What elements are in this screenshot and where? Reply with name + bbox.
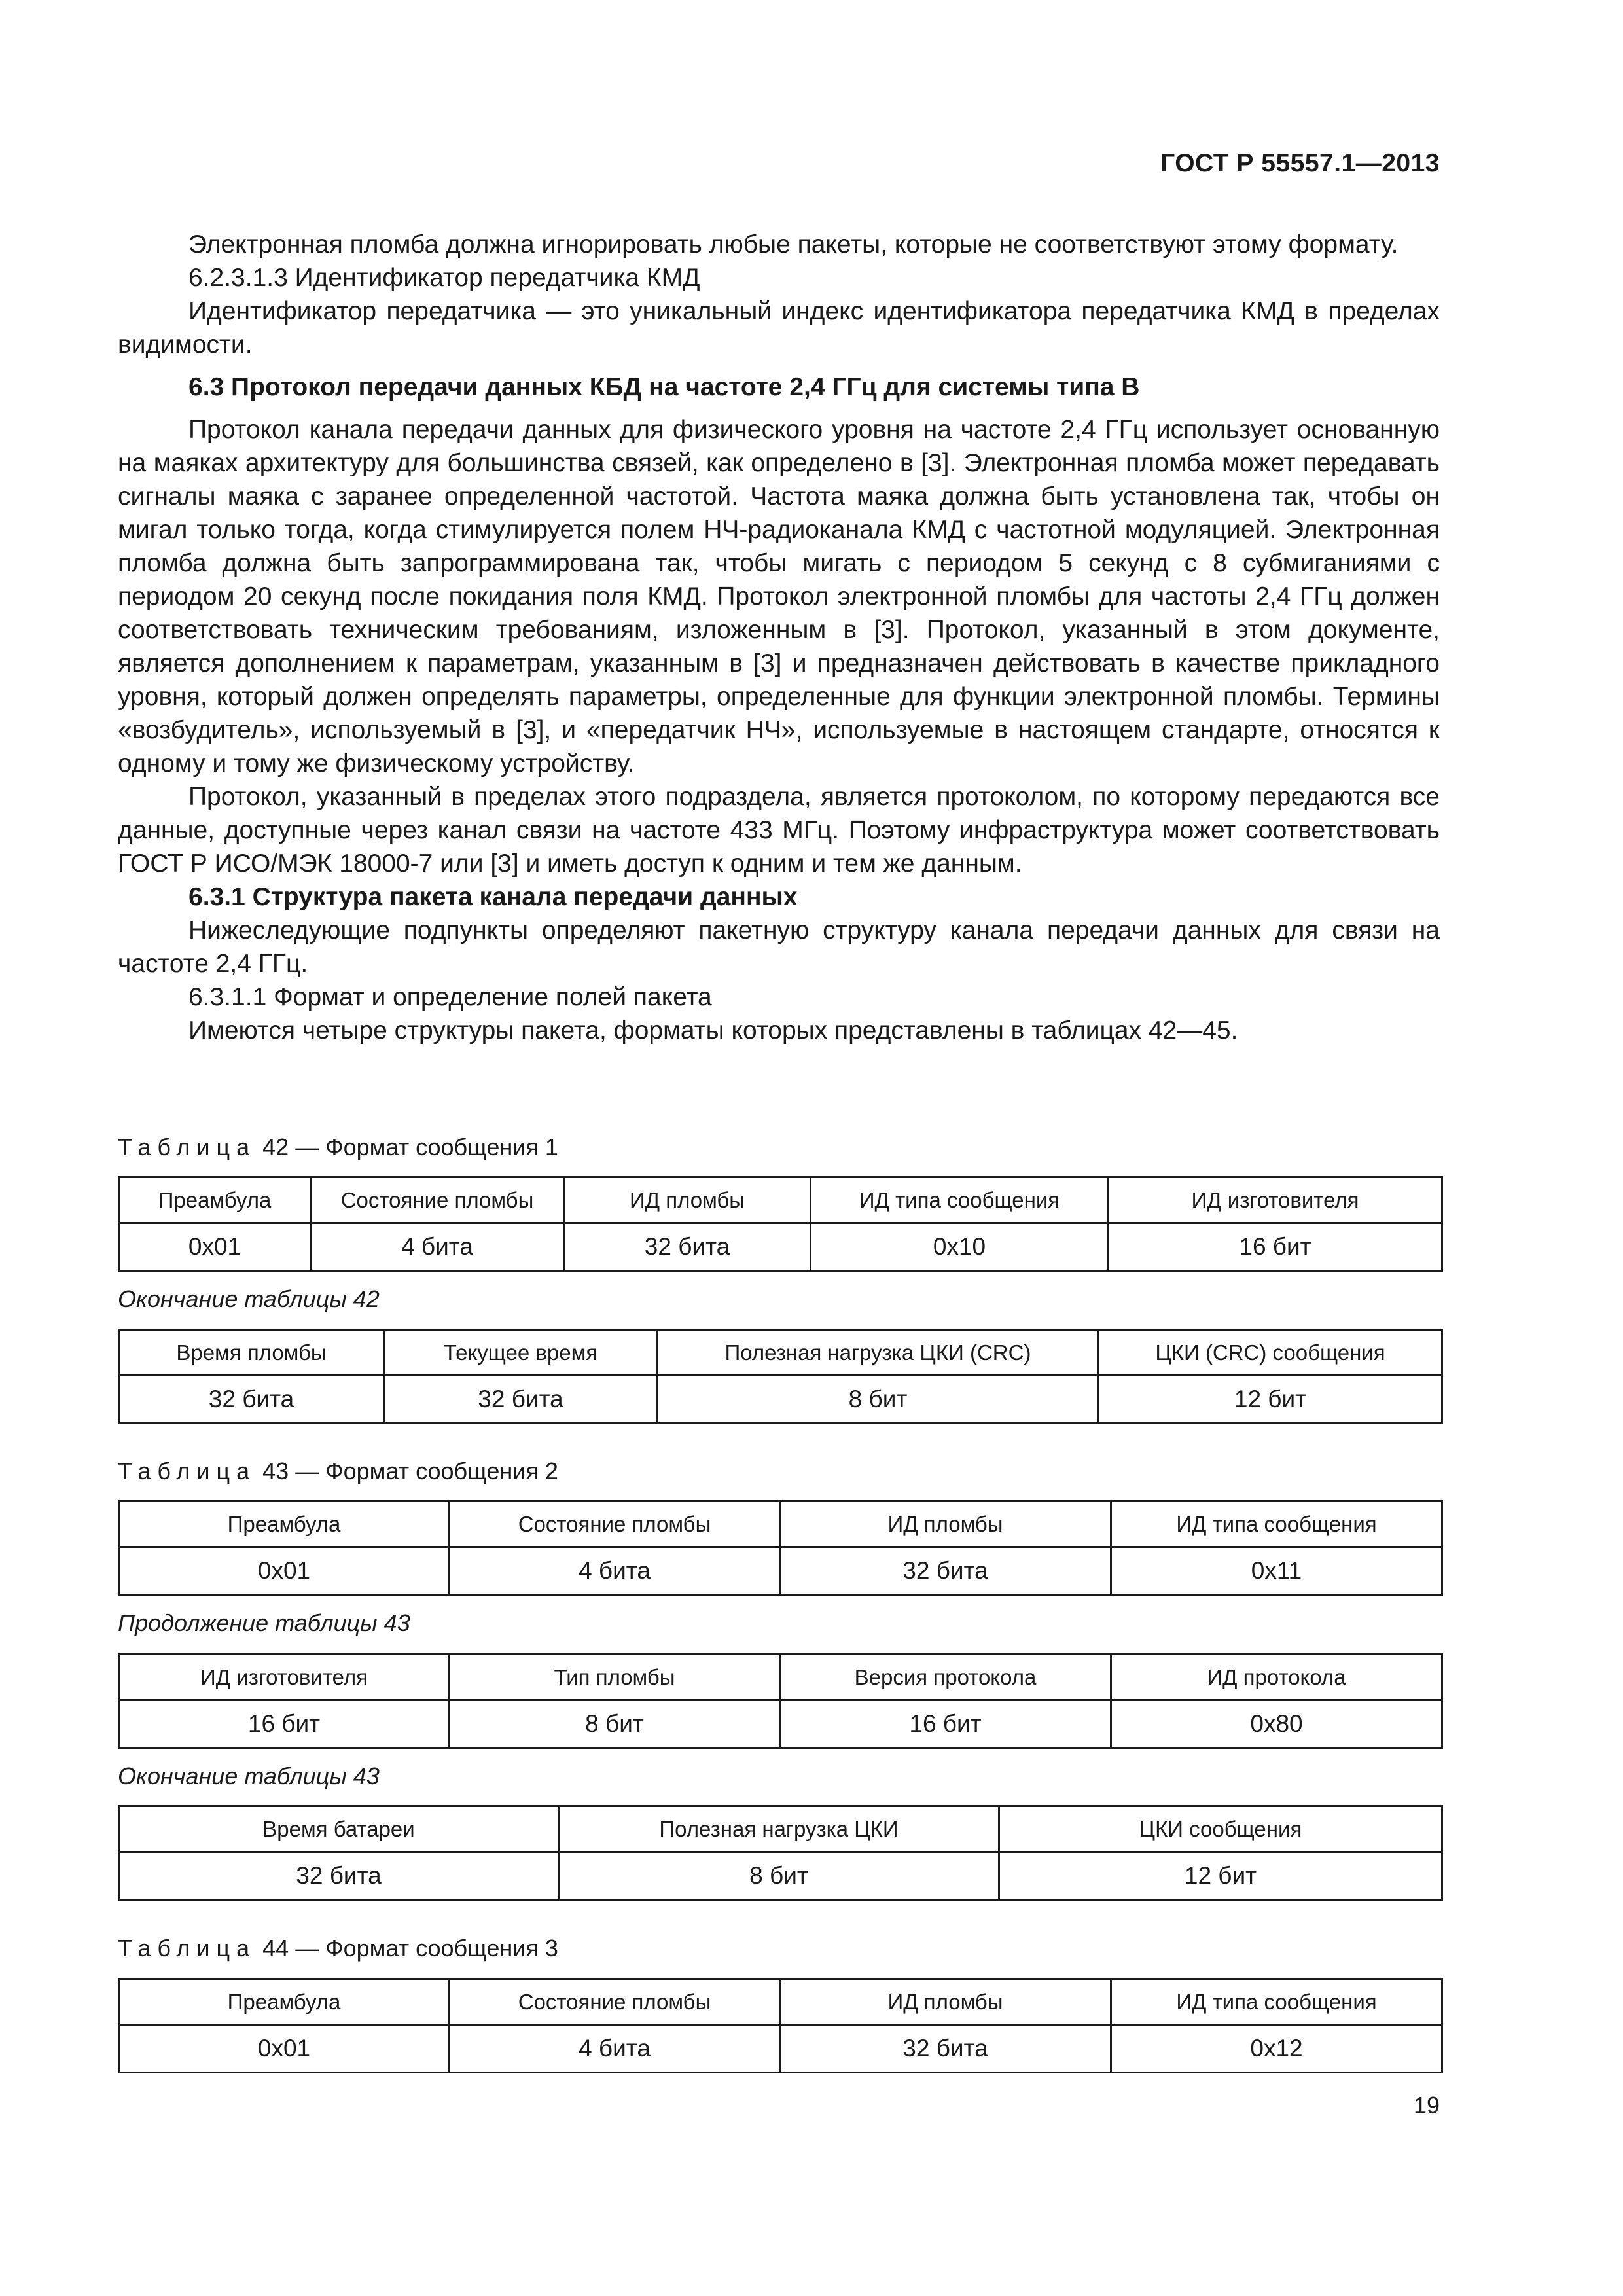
table-43-caption (118, 1457, 558, 1486)
table-value-cell: 12 бит (999, 1852, 1442, 1900)
subsection-6-2-3-1-3-title: 6.2.3.1.3 Идентификатор передатчика КМД (188, 264, 700, 292)
paragraph-ignore-packets: Электронная пломба должна игнорировать любые пакеты, которые не соответствуют этому формату. (188, 230, 1399, 259)
table-44-part-1-value-row (119, 2025, 1442, 2073)
table-header-cell: Время батареи (119, 1806, 559, 1852)
table-43-part-2-header-row (119, 1655, 1442, 1700)
table-value-cell: 32 бита (564, 1223, 811, 1271)
paragraph-protocol-2-4ghz: Протокол канала передачи данных для физического уровня на частоте 2,4 ГГц использует основанную на маяках архитектуру для большинства связей, как определено в [3]. Электронная пломба может передавать сигналы маяка с заранее определенной частотой. Частота маяка должна быть установлена так, чтобы он мигал только тогда, когда стимулируется полем НЧ-радиоканала КМД с частотной модуляцией. Электронная пломба должна быть запрограммирована так, чтобы мигать с периодом 5 секунд с 8 субмиганиями с периодом 20 секунд после покидания поля КМД. Протокол электронной пломбы для частоты 2,4 ГГц должен соответствовать техническим требованиям, изложенным в [3]. Протокол, указанный в этом документе, является дополнением к параметрам, указанным в [3] и предназначен действовать в качестве прикладного уровня, который должен определять параметры, определенные для функции электронной пломбы. Термины «возбудитель», используемый в [3], и «передатчик НЧ», используемые в настоящем стандарте, относятся к одному и тому же физическому устройству. (118, 416, 1440, 778)
table-header-cell: ИД пломбы (780, 1501, 1111, 1547)
table-value-cell: 0x01 (119, 1547, 450, 1595)
document-id-header: ГОСТ Р 55557.1—2013 (1160, 149, 1440, 177)
table-42-part-1-value-row (119, 1223, 1442, 1271)
table-43-end-caption: Окончание таблицы 43 (118, 1763, 380, 1789)
table-42-caption-word: Таблица (118, 1134, 257, 1160)
paragraph-protocol-433mhz: Протокол, указанный в пределах этого подраздела, является протоколом, по которому передаются все данные, доступные через канал связи на частоте 433 МГц. Поэтому инфраструктура может соответствовать ГОСТ Р ИСО/МЭК 18000-7 или [3] и иметь доступ к одним и тем же данным. (118, 783, 1440, 878)
table-header-cell: ИД пломбы (564, 1177, 811, 1223)
table-header-cell: Состояние пломбы (311, 1177, 564, 1223)
table-header-cell: ЦКИ (CRC) сообщения (1099, 1330, 1442, 1376)
table-42-part-2-value-row (119, 1376, 1442, 1424)
table-header-cell: ИД изготовителя (119, 1655, 450, 1700)
subsection-6-3-1-1-title: 6.3.1.1 Формат и определение полей пакета (188, 983, 712, 1011)
table-value-cell: 0x10 (811, 1223, 1109, 1271)
table-43-part-1 (118, 1500, 1443, 1596)
table-header-cell: Версия протокола (780, 1655, 1111, 1700)
table-42-part-1 (118, 1176, 1443, 1272)
table-header-cell: ИД изготовителя (1109, 1177, 1442, 1223)
body-text (118, 228, 1440, 1047)
table-43-continuation-caption: Продолжение таблицы 43 (118, 1609, 410, 1636)
table-header-cell: Тип пломбы (450, 1655, 780, 1700)
table-value-cell: 32 бита (119, 1852, 559, 1900)
table-43-part-3-header-row (119, 1806, 1442, 1852)
table-value-cell: 32 бита (780, 2025, 1111, 2073)
table-header-cell: ИД типа сообщения (1111, 1501, 1442, 1547)
table-header-cell: ЦКИ сообщения (999, 1806, 1442, 1852)
table-value-cell: 4 бита (311, 1223, 564, 1271)
table-value-cell: 0x12 (1111, 2025, 1442, 2073)
document-page (118, 0, 1440, 2296)
section-6-3-1-heading: 6.3.1 Структура пакета канала передачи данных (188, 883, 798, 911)
table-header-cell: Полезная нагрузка ЦКИ (CRC) (658, 1330, 1099, 1376)
table-header-cell: Время пломбы (119, 1330, 384, 1376)
table-43-part-3 (118, 1805, 1443, 1901)
table-44-caption-title: 44 — Формат сообщения 3 (256, 1935, 558, 1962)
table-value-cell: 4 бита (450, 2025, 780, 2073)
table-43-part-3-value-row (119, 1852, 1442, 1900)
table-header-cell: ИД протокола (1111, 1655, 1442, 1700)
table-44-part-1-header-row (119, 1979, 1442, 2025)
table-header-cell: Преамбула (119, 1501, 450, 1547)
table-value-cell: 16 бит (780, 1700, 1111, 1748)
table-header-cell: ИД типа сообщения (811, 1177, 1109, 1223)
table-43-part-1-header-row (119, 1501, 1442, 1547)
table-header-cell: Полезная нагрузка ЦКИ (559, 1806, 999, 1852)
table-value-cell: 16 бит (119, 1700, 450, 1748)
table-44-caption-word: Таблица (118, 1935, 257, 1962)
section-6-3-heading: 6.3 Протокол передачи данных КБД на частоте 2,4 ГГц для системы типа В (188, 373, 1140, 401)
table-header-cell: ИД типа сообщения (1111, 1979, 1442, 2025)
table-42-end-caption: Окончание таблицы 42 (118, 1285, 380, 1312)
table-value-cell: 0x80 (1111, 1700, 1442, 1748)
table-value-cell: 16 бит (1109, 1223, 1442, 1271)
table-value-cell: 32 бита (384, 1376, 658, 1424)
table-value-cell: 4 бита (450, 1547, 780, 1595)
table-43-part-2-value-row (119, 1700, 1442, 1748)
table-43-part-1-value-row (119, 1547, 1442, 1595)
page-number: 19 (1413, 2092, 1440, 2119)
table-header-cell: Состояние пломбы (450, 1501, 780, 1547)
table-value-cell: 0x11 (1111, 1547, 1442, 1595)
table-value-cell: 32 бита (119, 1376, 384, 1424)
table-42-part-1-header-row (119, 1177, 1442, 1223)
table-42-caption (118, 1133, 558, 1162)
table-header-cell: Состояние пломбы (450, 1979, 780, 2025)
table-value-cell: 32 бита (780, 1547, 1111, 1595)
table-44-part-1 (118, 1978, 1443, 2073)
table-43-part-2 (118, 1653, 1443, 1749)
table-value-cell: 8 бит (450, 1700, 780, 1748)
table-header-cell: Преамбула (119, 1979, 450, 2025)
paragraph-packet-structure: Нижеследующие подпункты определяют пакетную структуру канала передачи данных для связи на частоте 2,4 ГГц. (118, 916, 1440, 978)
table-value-cell: 8 бит (658, 1376, 1099, 1424)
table-42-part-2-header-row (119, 1330, 1442, 1376)
table-header-cell: ИД пломбы (780, 1979, 1111, 2025)
table-value-cell: 0x01 (119, 1223, 311, 1271)
table-value-cell: 12 бит (1099, 1376, 1442, 1424)
table-43-caption-word: Таблица (118, 1458, 257, 1484)
table-value-cell: 8 бит (559, 1852, 999, 1900)
table-value-cell: 0x01 (119, 2025, 450, 2073)
paragraph-transmitter-id: Идентификатор передатчика — это уникальный индекс идентификатора передатчика КМД в пределах видимости. (118, 297, 1440, 359)
table-44-caption (118, 1934, 558, 1963)
paragraph-four-structures: Имеются четыре структуры пакета, форматы которых представлены в таблицах 42—45. (188, 1016, 1238, 1045)
table-43-caption-title: 43 — Формат сообщения 2 (256, 1458, 558, 1484)
table-header-cell: Преамбула (119, 1177, 311, 1223)
table-42-part-2 (118, 1329, 1443, 1424)
table-header-cell: Текущее время (384, 1330, 658, 1376)
table-42-caption-title: 42 — Формат сообщения 1 (256, 1134, 558, 1160)
